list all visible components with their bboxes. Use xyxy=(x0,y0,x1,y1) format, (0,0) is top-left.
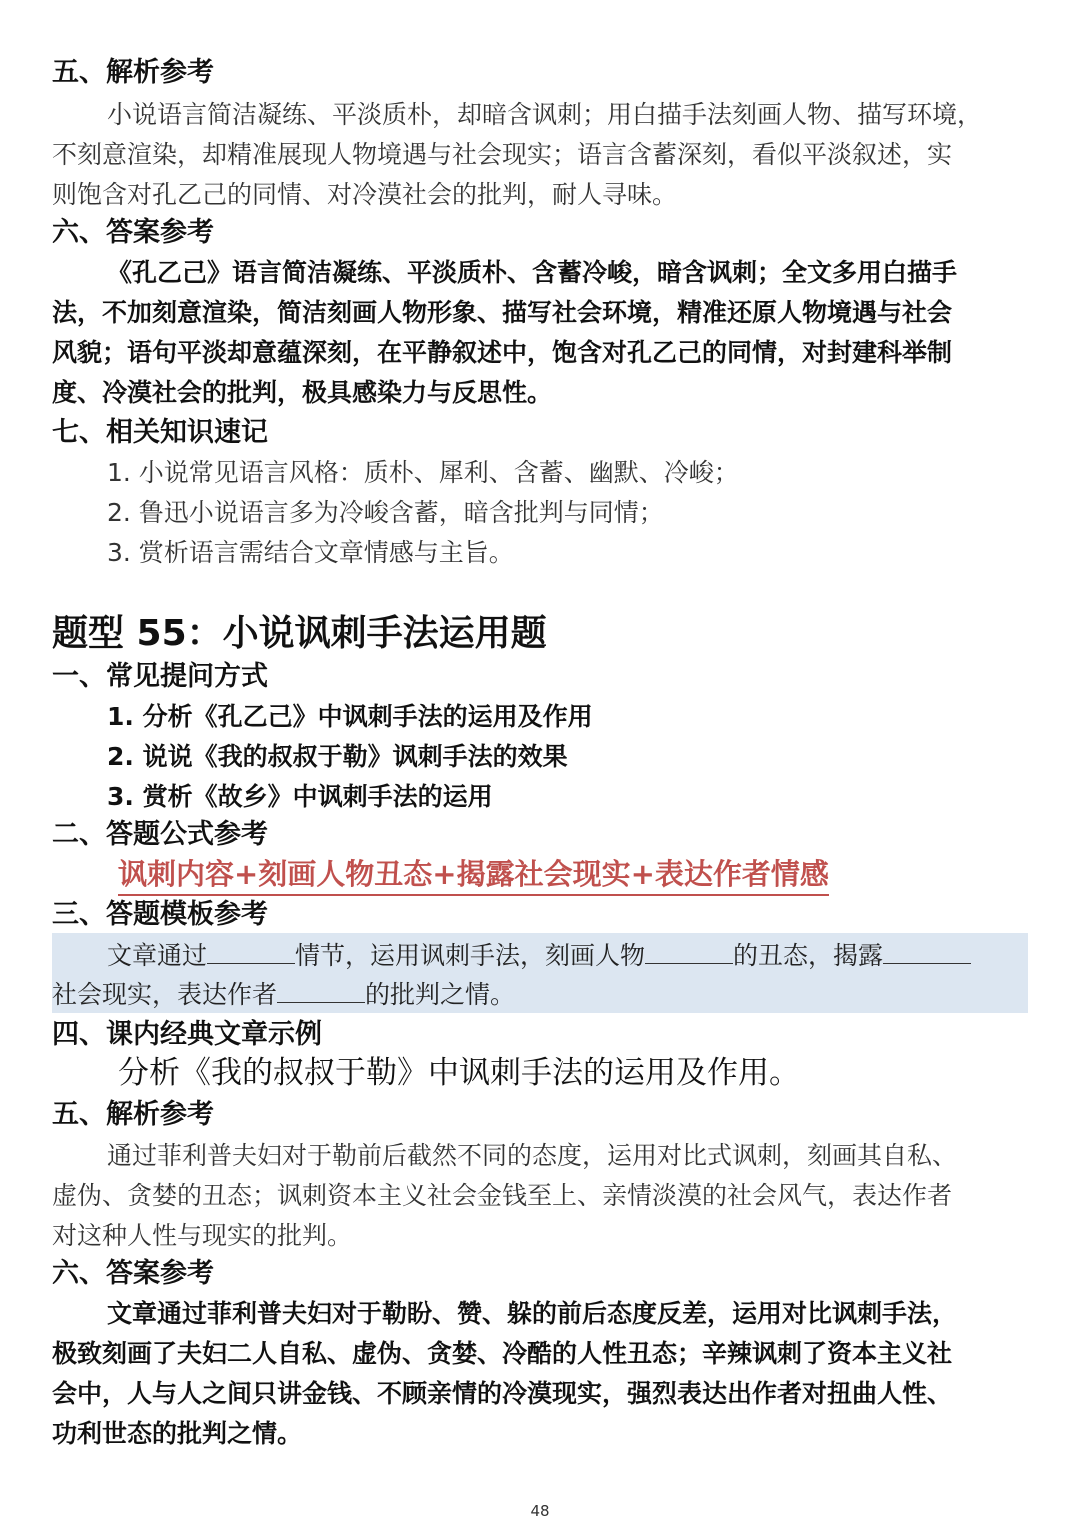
analysis-line: 不刻意渲染，却精准展现人物境遇与社会现实；语言含蓄深刻，看似平淡叙述，实 xyxy=(52,140,953,169)
section-title-knowledge: 七、相关知识速记 xyxy=(52,417,268,448)
template-line-2 xyxy=(52,977,515,1013)
section-title-answer: 六、答案参考 xyxy=(52,217,214,248)
question-item: 3. 赏析《故乡》中讽刺手法的运用 xyxy=(107,782,493,811)
section-title-example: 四、课内经典文章示例 xyxy=(52,1019,322,1050)
fill-blank xyxy=(277,980,365,1003)
fill-blank xyxy=(883,941,971,964)
fill-blank xyxy=(645,941,733,964)
question-item: 2. 说说《我的叔叔于勒》讽刺手法的效果 xyxy=(107,742,568,771)
question-type-heading: 题型 55：小说讽刺手法运用题 xyxy=(52,613,547,654)
section-title-template: 三、答题模板参考 xyxy=(52,899,268,930)
template-text: 社会现实，表达作者 xyxy=(52,980,278,1009)
answer-line: 度、冷漠社会的批判，极具感染力与反思性。 xyxy=(52,378,553,407)
fill-blank xyxy=(207,941,295,964)
answer-line: 功利世态的批判之情。 xyxy=(52,1419,303,1448)
template-text: 情节，运用讽刺手法，刻画人物 xyxy=(295,941,646,970)
knowledge-item: 2. 鲁迅小说语言多为冷峻含蓄，暗含批判与同情； xyxy=(107,498,664,527)
section-title-questions: 一、常见提问方式 xyxy=(52,661,268,692)
answer-line: 会中，人与人之间只讲金钱、不顾亲情的冷漠现实，强烈表达出作者对扭曲人性、 xyxy=(52,1379,953,1408)
analysis-line: 对这种人性与现实的批判。 xyxy=(52,1221,353,1250)
template-text: 的批判之情。 xyxy=(365,980,516,1009)
section-title-analysis-2: 五、解析参考 xyxy=(52,1099,214,1130)
template-line-1 xyxy=(107,938,971,974)
answer-line: 极致刻画了夫妇二人自私、虚伪、贪婪、冷酷的人性丑态；辛辣讽刺了资本主义社 xyxy=(52,1339,953,1368)
answer-line: 法，不加刻意渲染，简洁刻画人物形象、描写社会环境，精准还原人物境遇与社会 xyxy=(52,298,953,327)
answer-formula: 讽刺内容+刻画人物丑态+揭露社会现实+表达作者情感 xyxy=(118,855,829,896)
template-text: 的丑态，揭露 xyxy=(733,941,884,970)
page-number: 48 xyxy=(530,1502,550,1520)
section-title-analysis: 五、解析参考 xyxy=(52,57,214,88)
knowledge-item: 1. 小说常见语言风格：质朴、犀利、含蓄、幽默、冷峻； xyxy=(107,458,739,487)
answer-line: 风貌；语句平淡却意蕴深刻，在平静叙述中，饱含对孔乙己的同情，对封建科举制 xyxy=(52,338,953,367)
template-text: 文章通过 xyxy=(107,941,208,970)
section-title-answer-2: 六、答案参考 xyxy=(52,1258,214,1289)
analysis-line: 通过菲利普夫妇对于勒前后截然不同的态度，运用对比式讽刺，刻画其自私、 xyxy=(107,1141,958,1170)
analysis-line: 则饱含对孔乙己的同情、对冷漠社会的批判，耐人寻味。 xyxy=(52,180,678,209)
answer-line: 《孔乙己》语言简洁凝练、平淡质朴、含蓄冷峻，暗含讽刺；全文多用白描手 xyxy=(107,258,958,287)
knowledge-item: 3. 赏析语言需结合文章情感与主旨。 xyxy=(107,538,514,567)
analysis-line: 虚伪、贪婪的丑态；讽刺资本主义社会金钱至上、亲情淡漠的社会风气，表达作者 xyxy=(52,1181,953,1210)
example-question: 分析《我的叔叔于勒》中讽刺手法的运用及作用。 xyxy=(118,1055,800,1091)
section-title-formula: 二、答题公式参考 xyxy=(52,819,268,850)
question-item: 1. 分析《孔乙己》中讽刺手法的运用及作用 xyxy=(107,702,593,731)
analysis-line: 小说语言简洁凝练、平淡质朴，却暗含讽刺；用白描手法刻画人物、描写环境， xyxy=(107,100,983,129)
answer-line: 文章通过菲利普夫妇对于勒盼、赞、躲的前后态度反差，运用对比讽刺手法， xyxy=(107,1299,958,1328)
